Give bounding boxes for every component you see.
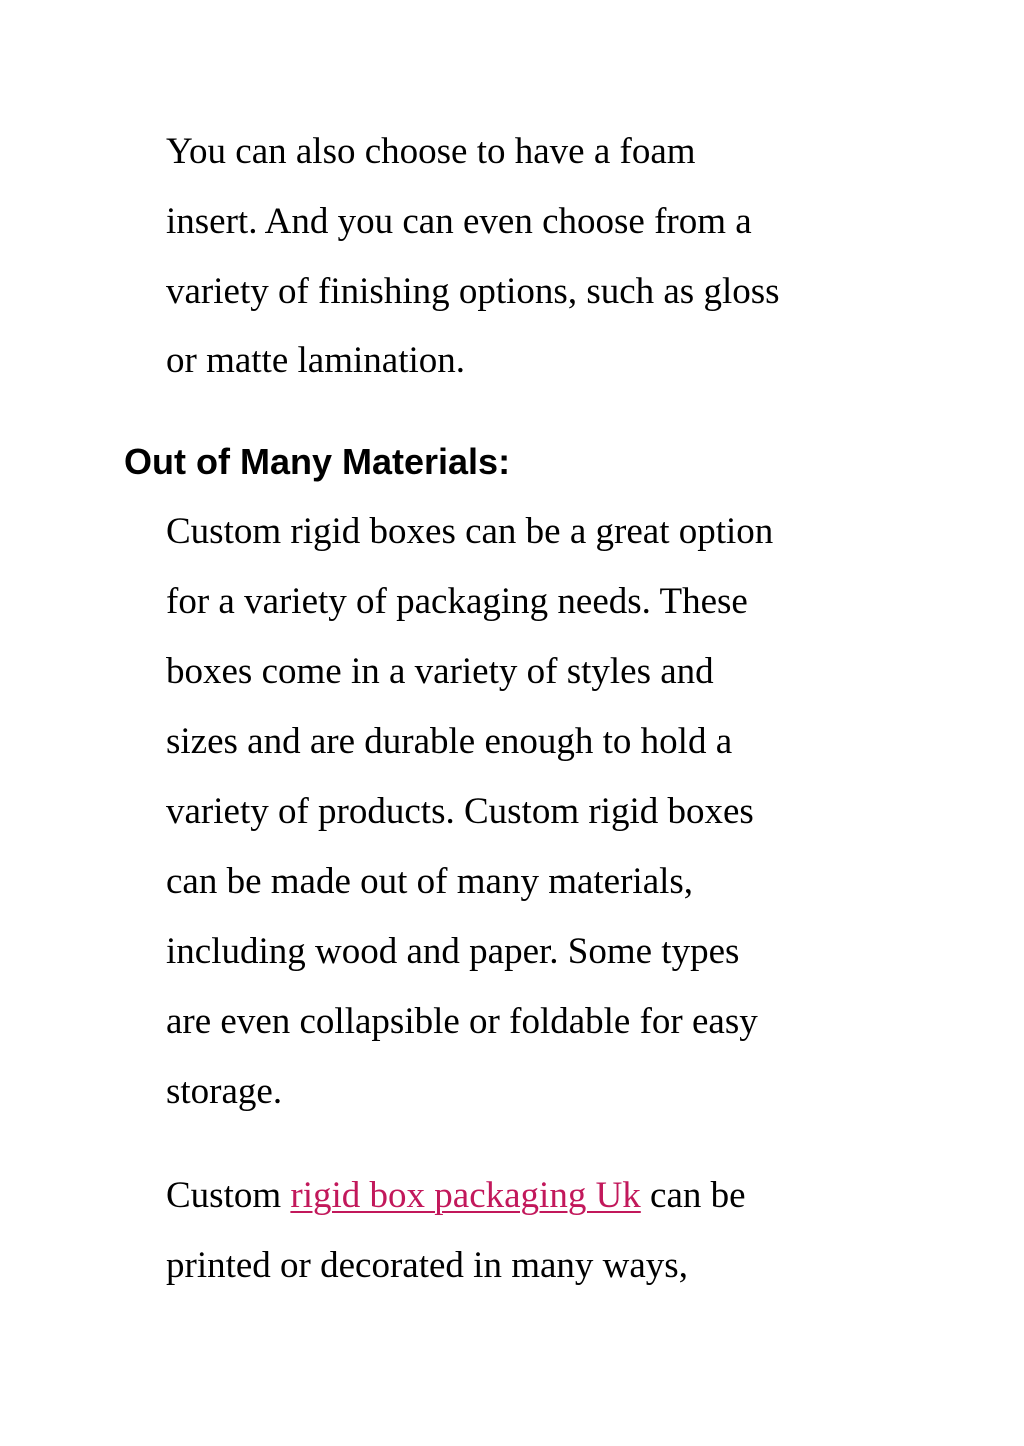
text-span: Custom (166, 1175, 291, 1216)
text-line: variety of products. Custom rigid boxes (166, 791, 754, 832)
text-line: can be made out of many materials, (166, 861, 694, 902)
text-line: or matte lamination. (166, 340, 465, 381)
text-line: for a variety of packaging needs. These (166, 581, 748, 622)
text-line: are even collapsible or foldable for easy (166, 1001, 758, 1042)
rigid-box-packaging-link[interactable]: rigid box packaging Uk (290, 1175, 641, 1216)
text-line: insert. And you can even choose from a (166, 201, 752, 242)
text-line: variety of finishing options, such as gloss (166, 271, 780, 312)
text-line: sizes and are durable enough to hold a (166, 721, 733, 762)
text-line: including wood and paper. Some types (166, 931, 740, 972)
section-heading: Out of Many Materials: (124, 441, 511, 482)
text-line: You can also choose to have a foam (166, 131, 696, 172)
text-line: Custom rigid boxes can be a great option (166, 511, 774, 552)
text-line: boxes come in a variety of styles and (166, 651, 714, 692)
text-span: can be (640, 1175, 746, 1216)
text-line: storage. (166, 1071, 283, 1112)
text-line (166, 1177, 746, 1214)
text-line: printed or decorated in many ways, (166, 1245, 688, 1286)
